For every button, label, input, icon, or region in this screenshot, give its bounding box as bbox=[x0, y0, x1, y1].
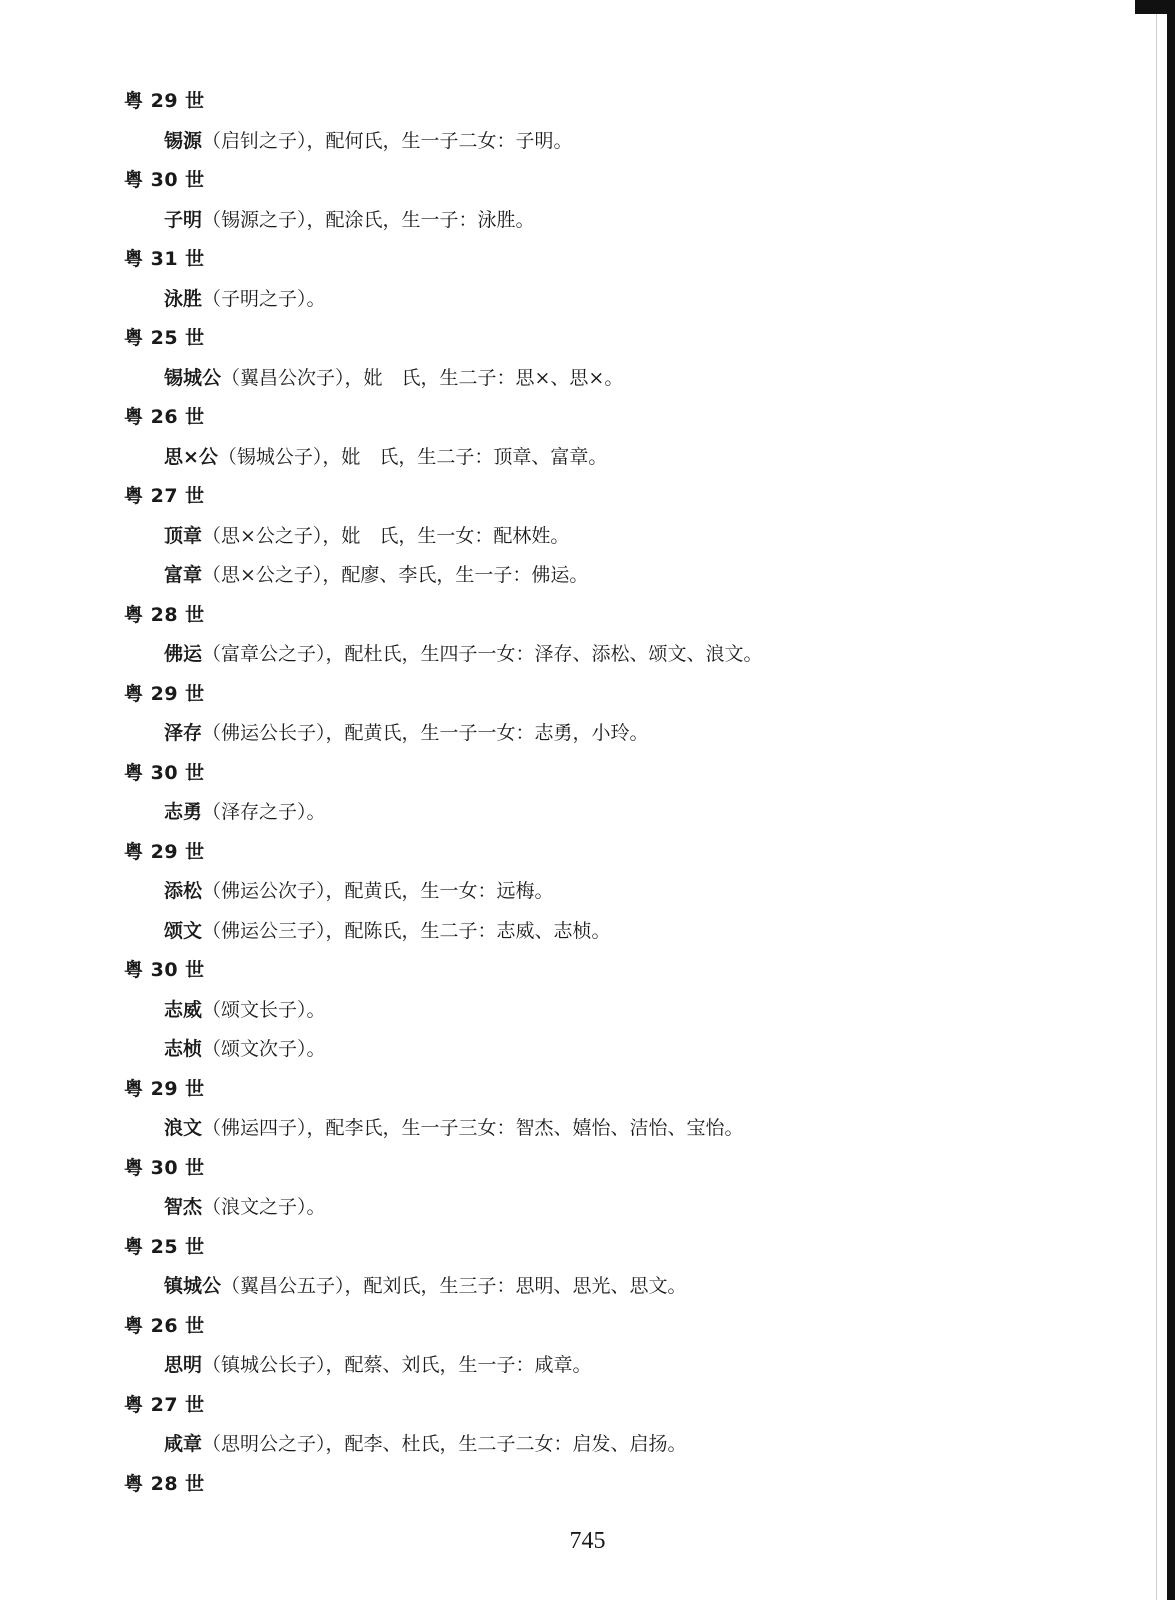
generation-label: 粤 29 世 bbox=[124, 1077, 205, 1100]
person-name: 镇城公 bbox=[164, 1275, 222, 1297]
person-name: 佛运 bbox=[164, 643, 203, 665]
generation-heading bbox=[124, 957, 1024, 997]
person-detail: （锡源之子），配涂氏，生一子：泳胜。 bbox=[202, 208, 535, 231]
person-detail: （翼昌公次子），妣 氏，生二子：思×、思×。 bbox=[221, 366, 624, 389]
person-name: 咸章 bbox=[164, 1433, 203, 1455]
person-entry bbox=[124, 128, 1024, 168]
scan-edge-top bbox=[1135, 0, 1175, 14]
person-entry bbox=[124, 918, 1024, 958]
person-detail: （佛运公次子），配黄氏，生一女：远梅。 bbox=[202, 880, 554, 902]
person-entry bbox=[124, 878, 1024, 918]
person-detail: （锡城公子），妣 氏，生二子：顶章、富章。 bbox=[217, 445, 608, 468]
person-entry bbox=[124, 1194, 1024, 1234]
person-entry bbox=[124, 1352, 1024, 1392]
person-detail: （思明公之子），配李、杜氏，生二子二女：启发、启扬。 bbox=[202, 1433, 687, 1455]
person-entry bbox=[124, 365, 1024, 405]
generation-label: 粤 29 世 bbox=[124, 840, 205, 863]
generation-heading bbox=[124, 1076, 1024, 1116]
person-entry bbox=[124, 997, 1024, 1037]
scan-edge-right bbox=[1167, 0, 1175, 1600]
person-name: 颂文 bbox=[164, 919, 203, 942]
person-detail: （思×公之子），配廖、李氏，生一子：佛运。 bbox=[202, 564, 589, 586]
generation-label: 粤 29 世 bbox=[124, 90, 205, 112]
person-detail: （泽存之子）。 bbox=[202, 801, 326, 823]
generation-label: 粤 30 世 bbox=[124, 169, 205, 191]
generation-heading bbox=[124, 246, 1024, 286]
generation-heading bbox=[124, 1313, 1024, 1353]
person-entry bbox=[124, 1273, 1024, 1313]
person-entry bbox=[124, 1431, 1024, 1471]
person-name: 思明 bbox=[164, 1354, 203, 1376]
person-name: 智杰 bbox=[164, 1196, 203, 1218]
generation-label: 粤 27 世 bbox=[124, 1393, 205, 1416]
generation-heading bbox=[124, 1471, 1024, 1511]
generation-heading bbox=[124, 1155, 1024, 1195]
person-entry bbox=[124, 562, 1024, 602]
person-detail: （佛运四子），配李氏，生一子三女：智杰、嬉怡、洁怡、宝怡。 bbox=[202, 1117, 744, 1139]
generation-heading bbox=[124, 681, 1024, 721]
generation-label: 粤 26 世 bbox=[124, 406, 205, 428]
generation-heading bbox=[124, 760, 1024, 800]
person-name: 浪文 bbox=[164, 1117, 203, 1139]
generation-label: 粤 30 世 bbox=[124, 761, 205, 784]
person-detail: （启钊之子），配何氏，生一子二女：子明。 bbox=[202, 129, 573, 152]
generation-heading bbox=[124, 1392, 1024, 1432]
generation-heading bbox=[124, 602, 1024, 642]
person-entry bbox=[124, 1115, 1024, 1155]
person-name: 志威 bbox=[164, 998, 203, 1021]
person-name: 志勇 bbox=[164, 801, 203, 823]
genealogy-content bbox=[124, 88, 1024, 1510]
person-name: 泽存 bbox=[164, 722, 203, 744]
person-detail: （佛运公三子），配陈氏，生二子：志威、志桢。 bbox=[202, 919, 611, 942]
person-name: 子明 bbox=[164, 208, 203, 231]
person-detail: （颂文长子）。 bbox=[202, 998, 326, 1021]
person-detail: （颂文次子）。 bbox=[202, 1038, 326, 1060]
person-detail: （翼昌公五子），配刘氏，生三子：思明、思光、思文。 bbox=[221, 1275, 687, 1297]
person-name: 锡城公 bbox=[164, 366, 222, 389]
person-entry bbox=[124, 641, 1024, 681]
person-entry bbox=[124, 444, 1024, 484]
generation-label: 粤 29 世 bbox=[124, 682, 205, 705]
generation-label: 粤 25 世 bbox=[124, 1235, 205, 1258]
person-name: 添松 bbox=[164, 880, 203, 902]
person-detail: （思×公之子），妣 氏，生一女：配林姓。 bbox=[202, 524, 570, 547]
person-entry bbox=[124, 799, 1024, 839]
generation-label: 粤 28 世 bbox=[124, 1472, 205, 1495]
generation-heading bbox=[124, 167, 1024, 207]
generation-heading bbox=[124, 404, 1024, 444]
page-number: 745 bbox=[569, 1528, 606, 1554]
generation-label: 粤 25 世 bbox=[124, 327, 205, 349]
person-detail: （富章公之子），配杜氏，生四子一女：泽存、添松、颂文、浪文。 bbox=[202, 643, 763, 665]
generation-label: 粤 27 世 bbox=[124, 485, 205, 507]
generation-label: 粤 30 世 bbox=[124, 959, 205, 981]
person-entry bbox=[124, 523, 1024, 563]
person-detail: （子明之子）。 bbox=[202, 287, 326, 310]
person-name: 富章 bbox=[164, 564, 203, 586]
person-name: 顶章 bbox=[164, 524, 203, 547]
person-name: 志桢 bbox=[164, 1038, 203, 1060]
person-entry bbox=[124, 720, 1024, 760]
generation-label: 粤 30 世 bbox=[124, 1156, 205, 1179]
generation-heading bbox=[124, 839, 1024, 879]
scan-shadow-line bbox=[1156, 0, 1157, 1600]
generation-heading bbox=[124, 1234, 1024, 1274]
person-entry bbox=[124, 1036, 1024, 1076]
person-entry bbox=[124, 207, 1024, 247]
generation-label: 粤 28 世 bbox=[124, 603, 205, 626]
person-name: 锡源 bbox=[164, 129, 203, 152]
person-detail: （浪文之子）。 bbox=[202, 1196, 326, 1218]
generation-heading bbox=[124, 88, 1024, 128]
person-name: 思×公 bbox=[164, 445, 218, 468]
generation-heading bbox=[124, 325, 1024, 365]
person-detail: （佛运公长子），配黄氏，生一子一女：志勇，小玲。 bbox=[202, 722, 649, 744]
generation-label: 粤 31 世 bbox=[124, 248, 205, 270]
person-name: 泳胜 bbox=[164, 287, 203, 310]
person-entry bbox=[124, 286, 1024, 326]
person-detail: （镇城公长子），配蔡、刘氏，生一子：咸章。 bbox=[202, 1354, 592, 1376]
generation-label: 粤 26 世 bbox=[124, 1314, 205, 1337]
generation-heading bbox=[124, 483, 1024, 523]
